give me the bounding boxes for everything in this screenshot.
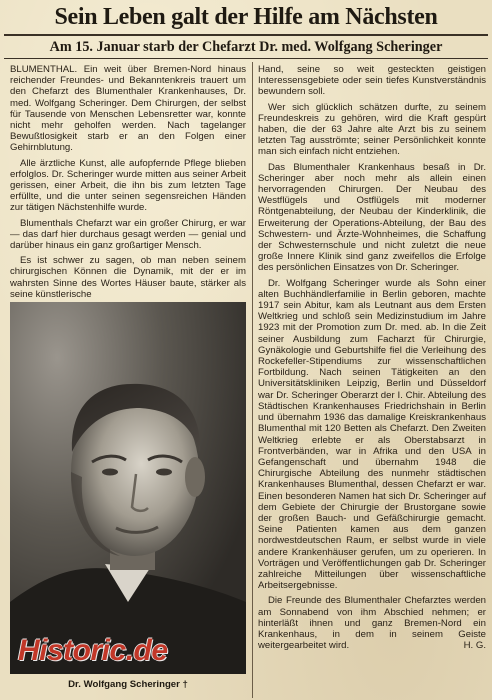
paragraph: Blumenthals Chefarzt war ein großer Chirurg, er war — das darf hier durchaus gesagt werden — genial und darüber hinaus ein ganz großartiger Mensch. [10,217,246,252]
left-column-text [10,64,246,300]
paragraph-text: Die Freunde des Blumenthaler Chefarztes werden am Sonnabend von ihm Abschied nehmen; er hinterläßt ihnen und ganz Bremen-Nord ein Krankenhaus, in dem in seinem Geiste weitergearbeitet wird. [258,595,486,652]
headline: Sein Leben galt der Hilfe am Nächsten [54,4,438,30]
paragraph: Hand, seine so weit gesteckten geistigen Interessensgebiete oder sein tiefes Kunstverständnis bewundern soll. [258,64,486,98]
paragraph: Dr. Wolfgang Scheringer wurde als Sohn einer alten Buchhändlerfamilie in Berlin geboren, machte 1917 sein Abitur, kam als Leutnant aus dem Ersten Weltkrieg und schloß sein Medizinstudium im Jahre 1923 mit der Promotion zum Dr. med. ab. In die Zeit seiner Ausbildung zum Facharzt für Chirurgie, Gynäkologie und Geburtshilfe fiel die Verleihung des Rockefeller-Stipendiums zur wissenschaftlichen Fortbildung. Nach seinen Tätigkeiten an den Universitätskliniken Leipzig, Berlin und Düsseldorf war Dr. Scheringer Oberarzt der I. Chir. Abteilung des Städtischen Krankenhauses Friedrichshain in Berlin und übernahm 1936 das damalige Kreiskrankenhaus Blumenthal mit 120 Betten als Chefarzt. Den Zweiten Weltkrieg erlebte er als Oberstabsarzt in Frontverbänden, war in Afrika und den USA in Gefangenschaft und übernahm 1948 die Chirurgische Abteilung des nunmehr städtischen Krankenhauses Blumenthal, dessen Chefarzt er war. Einen besonderen Namen hat sich Dr. Scheringer auf dem Gebiete der Chirurgie der Brustorgane sowie der großen Bauch- und Gefäßchirurgie gemacht. Seine Patienten kamen aus dem ganzen nordwestdeutschen Raum, er selbst wurde in viele andere Krankenhäuser gerufen, um zu operieren. In Vorträgen und Veröffentlichungen gab Dr. Scheringer zahlreiche Mitteilungen über wissenschaftliche Arbeitsergebnisse. [258,277,486,592]
column-divider [252,62,253,698]
paragraph: BLUMENTHAL. Ein weit über Bremen-Nord hinaus reichender Freundes- und Bekanntenkreis trauert um den Chefarzt des Blumenthaler Krankenhauses, Dr. med. Wolfgang Scheringer. Dem Chirurgen, der selbst für Tausende von Menschen Lebensretter war, konnte nicht mehr geholfen werden. Nach tagelanger Bewußtlosigkeit starb er an den Folgen einer Gehirnblutung. [10,64,246,154]
right-column-text [258,64,486,696]
closing-paragraph [258,595,486,651]
headline-rule [4,34,488,36]
watermark-text: Historic.de [18,634,168,667]
author-signature: H. G. [463,640,486,652]
subheadline: Am 15. Januar starb der Chefarzt Dr. med. Wolfgang Scheringer [49,39,443,55]
paragraph: Es ist schwer zu sagen, ob man neben seinem chirurgischen Können die Dynamik, mit der er im wahrsten Sinne des Wortes Häuser baute, stärker als seine künstlerische [10,255,246,300]
paragraph: Wer sich glücklich schätzen durfte, zu seinem Freundeskreis zu gehören, wird die Kraft gespürt haben, die der 63 Jahre alte Arzt bis zu seinem letzten Tag ausströmte; seiner Persönlichkeit konnte man sich einfach nicht entziehen. [258,101,486,158]
paragraph: Das Blumenthaler Krankenhaus besaß in Dr. Scheringer aber noch mehr als allein einen hervorragenden Chirurgen. Der Neubau des Westflügels und Ostflügels mit moderner Röntgenabteilung, der Neubau der Kinderklinik, die Erweiterung der Operations-Abteilung, der Bau des Schwestern- und Ärzte-Wohnheimes, die Schaffung der Schwesternschule und nicht zuletzt die neue große Innere Klinik sind ganz zweifellos die Erfolge des persönlichen Einsatzes von Dr. Scheringer. [258,161,486,274]
portrait-photo [10,302,246,674]
paragraph: Alle ärztliche Kunst, alle aufopfernde Pflege blieben erfolglos. Dr. Scheringer wurde mitten aus seiner Arbeit gerissen, einer Arbeit, die ihn bis zum letzten Tage erfüllte, und die unter seinen segensreichen Händen zur tätigen Nächstenhilfe wurde. [10,157,246,214]
subheadline-rule [4,58,488,59]
photo-caption: Dr. Wolfgang Scheringer † [68,679,188,690]
